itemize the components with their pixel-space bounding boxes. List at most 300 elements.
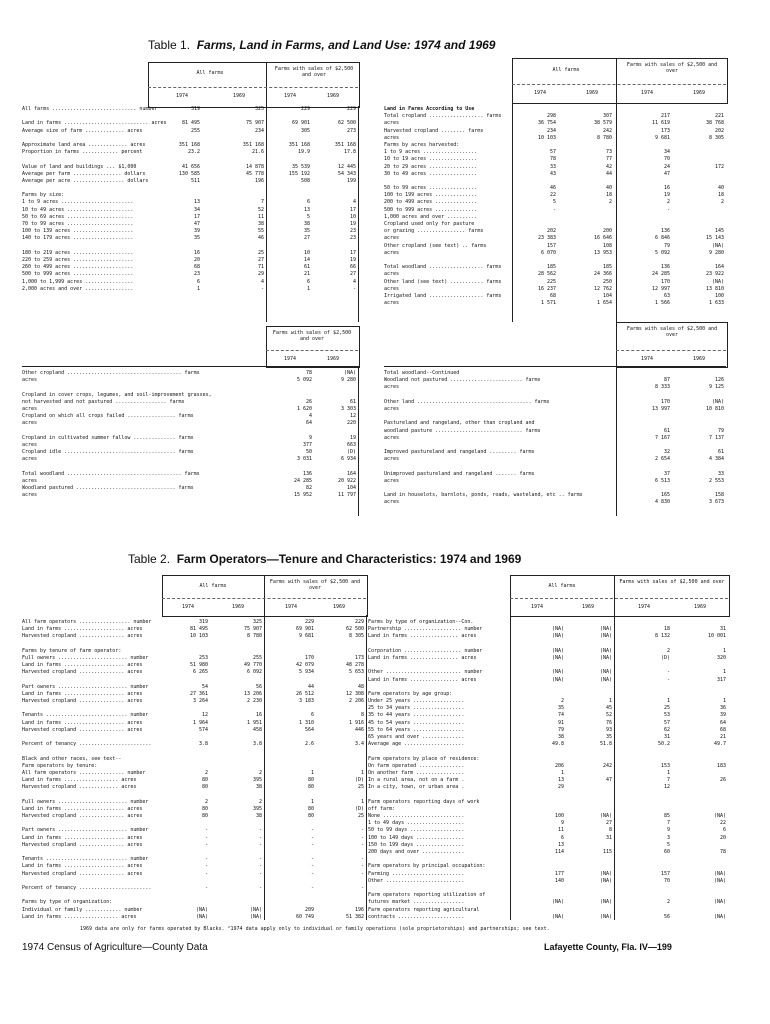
- table-cell: 1 916: [348, 719, 364, 726]
- table-cell: 12: [349, 413, 356, 420]
- table-row: [22, 164, 358, 171]
- table-cell: 13 953: [593, 249, 612, 256]
- table-row: [368, 669, 728, 676]
- table-cell: -: [258, 841, 262, 848]
- table-cell: 80: [201, 784, 208, 791]
- table-cell: -: [204, 884, 208, 891]
- table-cell: -: [310, 870, 314, 877]
- table-cell: 8 305: [348, 633, 364, 640]
- table-cell: 220: [346, 420, 356, 427]
- row-label: Full owners ....................... number: [22, 798, 149, 805]
- table-cell: 17: [349, 206, 356, 213]
- table-row: [22, 784, 366, 791]
- row-label: or grazing ................ farms: [384, 228, 484, 235]
- table-cell: 1: [360, 769, 364, 776]
- t1-year: 1974: [283, 93, 297, 99]
- t2-group-sales-r: Farms with sales of $2,500 and over: [619, 579, 725, 585]
- table-cell: 61: [349, 398, 356, 405]
- row-label: Part owners ....................... number: [22, 827, 149, 834]
- table-row: [22, 662, 366, 669]
- table-row: [384, 463, 726, 470]
- row-label: Total woodland .................. farms: [384, 264, 502, 271]
- table-row: [368, 662, 728, 669]
- table-cell: 209: [304, 906, 314, 913]
- table-cell: 81 495: [181, 120, 200, 127]
- table-cell: 196: [354, 906, 364, 913]
- table-cell: 12 445: [337, 163, 356, 170]
- table-row: [22, 399, 358, 406]
- table-row: [384, 456, 726, 463]
- table-cell: 6 513: [654, 477, 670, 484]
- row-label: Part owners ....................... number: [22, 683, 149, 690]
- table-cell: 325: [252, 619, 262, 625]
- table-row: [22, 856, 366, 863]
- table-row: [368, 871, 728, 878]
- row-label: acres: [384, 456, 400, 463]
- table-cell: 34: [193, 206, 200, 213]
- table-row: [22, 478, 358, 485]
- table-row: [22, 633, 366, 640]
- table1-number: Table 1.: [148, 38, 191, 52]
- table-row: [22, 286, 358, 293]
- table-cell: 157: [546, 242, 556, 249]
- row-label: 1 to 9 acres ..................: [384, 149, 478, 156]
- row-label: Other cropland (see text) .. farms: [384, 242, 487, 249]
- row-label: Land in farms ............................ acres: [22, 120, 167, 127]
- table-cell: -: [310, 863, 314, 870]
- table-cell: 1: [666, 698, 670, 705]
- row-label: acres: [22, 492, 38, 499]
- t1-year: 1969: [692, 90, 706, 96]
- table-cell: 253: [198, 654, 208, 661]
- row-label: acres: [384, 384, 400, 391]
- t1-lower-group-r: Farms with sales of $2,500 and over: [626, 326, 718, 338]
- table-cell: 70: [663, 877, 670, 884]
- table-row: [22, 835, 366, 842]
- table-cell: 38 768: [705, 120, 724, 127]
- table-cell: (NA): [551, 899, 564, 906]
- row-label: Land in farms .................... acres: [22, 863, 143, 870]
- table-row: [368, 784, 728, 791]
- table-row: [368, 907, 728, 914]
- table-cell: 50.2: [657, 741, 670, 748]
- table-cell: 12 762: [593, 285, 612, 292]
- t1-year: 1969: [692, 356, 706, 362]
- table-cell: (NA): [713, 870, 726, 877]
- table-cell: 25: [663, 705, 670, 712]
- table-row: [368, 626, 728, 633]
- table-cell: (NA): [551, 676, 564, 683]
- table-cell: 2: [560, 698, 564, 705]
- table-row: [384, 243, 726, 250]
- table-cell: 27: [349, 271, 356, 278]
- table-cell: 2 206: [348, 698, 364, 705]
- table-row: [22, 471, 358, 478]
- table-row: [368, 806, 728, 813]
- table-cell: 78: [305, 370, 312, 376]
- table-row: [384, 207, 726, 214]
- table-cell: 3 303: [340, 405, 356, 412]
- table-cell: -: [258, 834, 262, 841]
- table-row: [22, 792, 366, 799]
- table-row: [22, 128, 358, 135]
- table-cell: 33: [717, 470, 724, 477]
- row-label: Land in farms .................. acres: [22, 913, 137, 920]
- row-label: Farms by size:: [22, 192, 65, 199]
- table-cell: 54 343: [337, 170, 356, 177]
- table-cell: 7: [260, 199, 264, 206]
- table-cell: 55: [257, 228, 264, 235]
- table2-left-body: [22, 619, 366, 921]
- table-row: [384, 271, 726, 278]
- row-label: Farms by tenure of farm operator:: [22, 647, 122, 654]
- table-cell: 6: [306, 199, 310, 206]
- table-row: [368, 720, 728, 727]
- row-label: acres: [22, 405, 38, 412]
- row-label: acres: [384, 134, 400, 141]
- t2-year: 1969: [693, 604, 707, 610]
- table-cell: -: [258, 870, 262, 877]
- table-cell: 13 997: [651, 405, 670, 412]
- row-label: Land in farms ................ acres: [368, 676, 477, 683]
- table-row: [22, 135, 358, 142]
- table-row: [368, 777, 728, 784]
- table-cell: 23 383: [537, 235, 556, 242]
- row-label: Harvested cropland ............. acres: [22, 784, 137, 791]
- table-cell: 35: [557, 705, 564, 712]
- table-cell: 145: [714, 228, 724, 235]
- table-cell: 49.8: [551, 741, 564, 748]
- table-cell: -: [360, 841, 364, 848]
- table-cell: 9 681: [298, 633, 314, 640]
- table-row: [22, 842, 366, 849]
- table-cell: 298: [546, 113, 556, 120]
- table-cell: 2: [666, 899, 670, 906]
- table-cell: 3.8: [252, 741, 262, 748]
- table-cell: (NA): [195, 906, 208, 913]
- row-label: Farm operators by place of residence:: [368, 755, 480, 762]
- table-cell: 80: [201, 777, 208, 784]
- table-cell: 574: [198, 726, 208, 733]
- table-row: [384, 406, 726, 413]
- table-cell: 229: [300, 106, 310, 112]
- table-row: [384, 257, 726, 264]
- table-cell: 80: [307, 784, 314, 791]
- t1-year: 1969: [326, 356, 340, 362]
- table1-left-body: [22, 106, 358, 293]
- table-cell: 71: [257, 264, 264, 271]
- table-cell: 17: [349, 249, 356, 256]
- table-row: [22, 207, 358, 214]
- table-row: [368, 899, 728, 906]
- table-cell: 173: [354, 654, 364, 661]
- table-row: [384, 442, 726, 449]
- table-row: [22, 914, 366, 921]
- table-cell: 62 500: [337, 120, 356, 127]
- table-cell: 320: [716, 654, 726, 661]
- t2-year: 1969: [332, 604, 346, 610]
- row-label: Land in farms .................... acres: [22, 626, 143, 633]
- table-row: [22, 214, 358, 221]
- table-cell: 183: [716, 762, 726, 769]
- row-label: 100 to 149 days ................: [368, 834, 465, 841]
- table-cell: 25: [257, 249, 264, 256]
- table-row: [384, 164, 726, 171]
- table-cell: (NA): [551, 647, 564, 654]
- row-label: Approximate land area ............. acres: [22, 141, 146, 148]
- table-cell: 91: [557, 719, 564, 726]
- table-cell: 52: [257, 206, 264, 213]
- table-row: [22, 106, 358, 113]
- table-row: [22, 763, 366, 770]
- table-cell: 31: [663, 734, 670, 740]
- row-label: 100 to 199 acres ..............: [384, 192, 478, 199]
- table-cell: 45: [605, 705, 612, 712]
- table-cell: -: [204, 834, 208, 841]
- table-cell: 2: [204, 769, 208, 776]
- table-cell: 229: [304, 619, 314, 625]
- row-label: 65 years and over ..............: [368, 734, 465, 740]
- table-cell: 75 907: [245, 120, 264, 127]
- table-cell: 47: [605, 777, 612, 784]
- row-label: Other ......................... number: [368, 669, 483, 676]
- table-cell: 15 952: [293, 492, 312, 499]
- table-cell: 115: [602, 849, 612, 855]
- table-cell: 80: [307, 813, 314, 820]
- t1-year: 1974: [283, 356, 297, 362]
- table-cell: -: [310, 841, 314, 848]
- table-row: [22, 626, 366, 633]
- table-cell: 155 192: [288, 170, 310, 177]
- table-cell: 377: [302, 441, 312, 448]
- table-row: [22, 871, 366, 878]
- table-row: [368, 684, 728, 691]
- row-label: acres: [22, 477, 38, 484]
- row-label: 140 to 179 acres ....................: [22, 235, 134, 242]
- table-row: [384, 435, 726, 442]
- table-cell: -: [204, 827, 208, 834]
- row-label: 220 to 259 acres ....................: [22, 256, 134, 263]
- table1-right-body: [384, 106, 726, 307]
- table-cell: 27: [303, 235, 310, 242]
- table-cell: 79: [663, 242, 670, 249]
- row-label: On another farm ................: [368, 769, 465, 776]
- table-cell: 64: [719, 719, 726, 726]
- table-cell: 12 997: [651, 285, 670, 292]
- table-row: [22, 655, 366, 662]
- table-cell: 35 539: [291, 163, 310, 170]
- table-cell: 7: [666, 820, 670, 827]
- table-row: [22, 442, 358, 449]
- table-row: [384, 135, 726, 142]
- table-cell: 1: [722, 647, 726, 654]
- table-cell: 3.4: [354, 741, 364, 748]
- table-cell: 19: [663, 192, 670, 199]
- table-cell: 242: [602, 127, 612, 134]
- row-label: Full owners ....................... number: [22, 654, 149, 661]
- row-label: Farm operators by principal occupation:: [368, 863, 486, 870]
- table-cell: 1 620: [296, 405, 312, 412]
- table-cell: 14 878: [245, 163, 264, 170]
- table-row: [384, 171, 726, 178]
- table1-lower-right-body: [384, 370, 726, 507]
- table-row: [368, 914, 728, 921]
- row-label: acres: [22, 456, 38, 463]
- row-label: acres: [384, 405, 400, 412]
- table-cell: 32: [663, 449, 670, 456]
- table-cell: 136: [660, 228, 670, 235]
- t1-group-sales: Farms with sales of $2,500 and over: [274, 66, 354, 78]
- row-label: Harvested cropland ............... acres: [22, 669, 143, 676]
- table-row: [22, 370, 358, 377]
- table-row: [22, 228, 358, 235]
- row-label: 1,000 to 1,999 acres ................: [22, 278, 134, 285]
- table-cell: 62 500: [345, 626, 364, 633]
- table-cell: 62: [663, 726, 670, 733]
- table-cell: (NA): [599, 913, 612, 920]
- t1-group-sales-r: Farms with sales of $2,500 and over: [626, 62, 718, 74]
- table-cell: (NA): [551, 654, 564, 661]
- table-cell: 126: [714, 377, 724, 384]
- table-cell: 11 619: [651, 120, 670, 127]
- table-cell: 25: [357, 784, 364, 791]
- table-cell: -: [310, 834, 314, 841]
- row-label: Total woodland--Continued: [384, 370, 460, 376]
- table-row: [384, 492, 726, 499]
- table-cell: 172: [714, 163, 724, 170]
- table-cell: (NA): [711, 398, 724, 405]
- table-cell: 164: [714, 264, 724, 271]
- table-row: [22, 384, 358, 391]
- table-cell: (NA): [713, 877, 726, 884]
- table-cell: 1: [310, 769, 314, 776]
- table-cell: 140: [554, 877, 564, 884]
- table-row: [368, 712, 728, 719]
- table-row: [22, 863, 366, 870]
- table-cell: 12: [663, 784, 670, 791]
- table-row: [384, 370, 726, 377]
- table-cell: (NA): [249, 913, 262, 920]
- table-cell: 24: [663, 163, 670, 170]
- table-row: [22, 691, 366, 698]
- table-row: [22, 748, 366, 755]
- row-label: Harvested cropland ............... acres: [22, 841, 143, 848]
- table-cell: 185: [546, 264, 556, 271]
- table-cell: 38: [257, 221, 264, 227]
- table-row: [22, 178, 358, 185]
- table-cell: 21: [303, 271, 310, 278]
- row-label: Cropland used only for pasture: [384, 221, 475, 227]
- table-row: [384, 420, 726, 427]
- row-label: acres: [384, 285, 400, 292]
- row-label: Harvested cropland ............... acres: [22, 813, 143, 820]
- row-label: Irrigated land .................. farms: [384, 292, 502, 299]
- table-cell: 26: [719, 777, 726, 784]
- table-cell: 564: [304, 726, 314, 733]
- table-cell: 3 031: [296, 456, 312, 463]
- row-label: Farming ........................: [368, 870, 465, 877]
- table-row: [368, 849, 728, 856]
- table-cell: 22: [549, 192, 556, 199]
- table-cell: 395: [252, 777, 262, 784]
- footer-left: 1974 Census of Agriculture—County Data: [22, 942, 208, 953]
- table-cell: 2 654: [654, 456, 670, 463]
- row-label: 50 to 99 days ..................: [368, 827, 465, 834]
- table-row: [368, 698, 728, 705]
- footer-right: Lafayette County, Fla. IV—199: [544, 942, 672, 952]
- table-row: [22, 727, 366, 734]
- table-cell: 177: [554, 870, 564, 877]
- table-cell: 1: [560, 769, 564, 776]
- table-row: [22, 698, 366, 705]
- table-cell: 10: [303, 249, 310, 256]
- table-row: [22, 243, 358, 250]
- table-cell: 24 366: [593, 271, 612, 278]
- table-cell: 34: [663, 149, 670, 156]
- table-row: [22, 463, 358, 470]
- table-cell: (NA): [599, 633, 612, 640]
- section-heading: Land in Farms According to Use: [384, 106, 475, 112]
- table-cell: 77: [605, 156, 612, 163]
- row-label: Other cropland ...................................... farms: [22, 370, 200, 376]
- table-row: [22, 171, 358, 178]
- table-row: [22, 705, 366, 712]
- footnote: 1969 data are only for farms operated by Blacks. ²1974 data apply only to individual or family operations (sole proprietorships) and partnerships; see text.: [80, 926, 550, 932]
- table-cell: -: [666, 206, 670, 213]
- table-row: [22, 741, 366, 748]
- table-row: [384, 485, 726, 492]
- row-label: Woodland pastured ................................. farms: [22, 485, 194, 491]
- table-row: [368, 770, 728, 777]
- table-cell: 31: [605, 834, 612, 841]
- table-cell: 16: [255, 712, 262, 719]
- table-cell: 4 830: [654, 499, 670, 506]
- table-cell: 16: [193, 249, 200, 256]
- table-row: [384, 192, 726, 199]
- table-cell: 39: [193, 228, 200, 235]
- table-cell: 18: [605, 192, 612, 199]
- table-row: [22, 907, 366, 914]
- row-label: Woodland not pastured ........................ farms: [384, 377, 541, 384]
- row-label: acres: [384, 300, 400, 307]
- table-cell: 9: [308, 434, 312, 441]
- table-cell: 164: [346, 470, 356, 477]
- table-cell: 2: [204, 798, 208, 805]
- row-label: acres: [22, 420, 38, 427]
- table-cell: 21.6: [251, 149, 264, 156]
- row-label: 10 to 49 acres ......................: [22, 206, 134, 213]
- table-cell: 15 143: [705, 235, 724, 242]
- row-label: Average per farm ................ dollars: [22, 170, 146, 177]
- table-row: [384, 377, 726, 384]
- table-cell: 6: [310, 712, 314, 719]
- table-cell: (D): [354, 777, 364, 784]
- table-row: [22, 885, 366, 892]
- table-cell: 100: [714, 292, 724, 299]
- t2-group-all-r: All farms: [548, 583, 576, 589]
- table-row: [22, 235, 358, 242]
- row-label: Land in farms .................... acres: [22, 690, 143, 697]
- table-row: [22, 899, 366, 906]
- table-row: [22, 849, 366, 856]
- table-row: [384, 384, 726, 391]
- table-cell: 351 168: [334, 141, 356, 148]
- table-cell: 43: [549, 170, 556, 177]
- row-label: Total cropland .................. farms: [384, 113, 502, 120]
- row-label: acres: [384, 120, 400, 127]
- table-row: [384, 300, 726, 307]
- table-cell: 38: [255, 784, 262, 791]
